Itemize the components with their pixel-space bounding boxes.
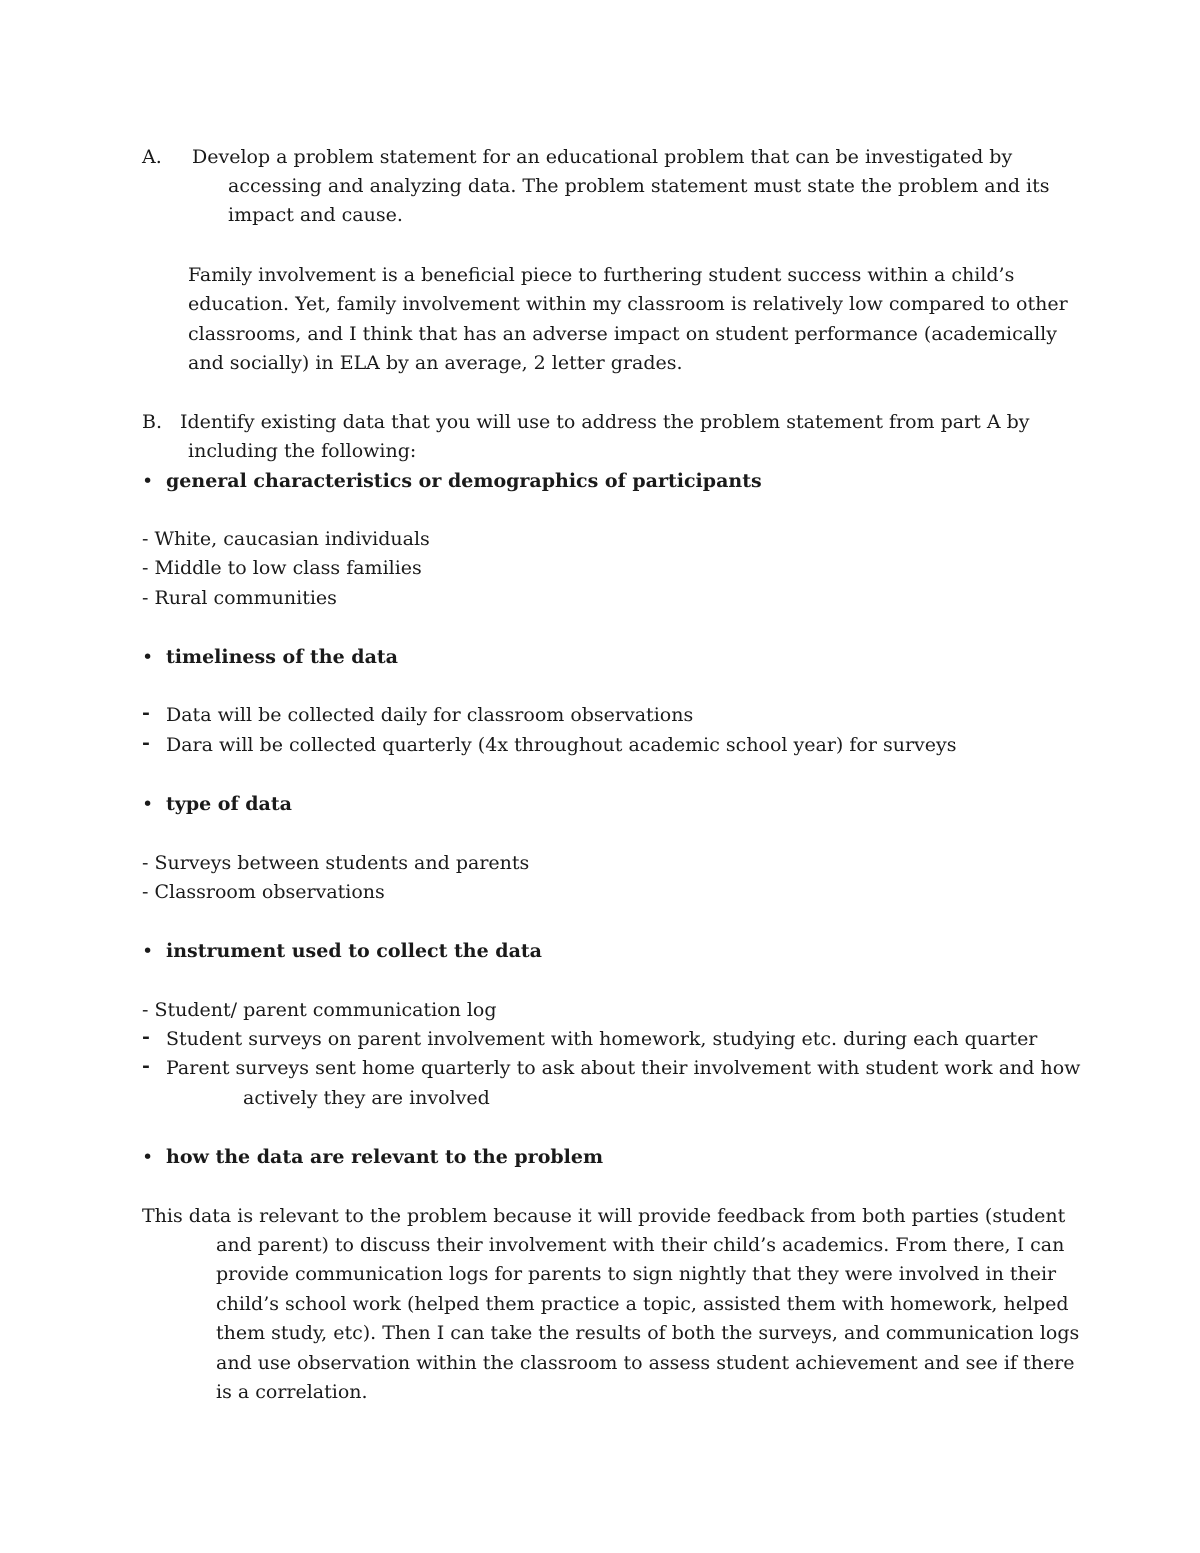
instrument-item: Student surveys on parent involvement with homework, studying etc. during each quarter [166,1028,1038,1050]
relevance-line: and use observation within the classroom to assess student achievement and see if there [216,1352,1075,1374]
timeliness-heading: timeliness of the data [166,646,398,668]
bullet-icon: • [142,940,154,962]
section-a-answer-line: and socially) in ELA by an average, 2 letter grades. [188,352,683,374]
section-a-answer-line: Family involvement is a beneficial piece to furthering student success within a child’s [188,264,1015,286]
relevance-line: provide communication logs for parents to sign nightly that they were involved in their [216,1263,1057,1285]
relevance-line: is a correlation. [216,1381,368,1403]
timeliness-item: Dara will be collected quarterly (4x throughout academic school year) for surveys [166,734,957,756]
section-a-label: A. [142,146,162,168]
bullet-icon: • [142,470,154,492]
demographics-heading: general characteristics or demographics of participants [166,470,762,492]
dash-marker: - [142,702,150,724]
dash-marker: - [142,732,150,754]
bullet-icon: • [142,1146,154,1168]
dash-marker: - [142,1055,150,1077]
section-a-prompt-line: Develop a problem statement for an educational problem that can be investigated by [192,146,1013,168]
section-b-label: B. [142,411,163,433]
instrument-item: Parent surveys sent home quarterly to ask about their involvement with student work and how [166,1057,1081,1079]
instrument-heading: instrument used to collect the data [166,940,542,962]
section-a-answer-line: education. Yet, family involvement within my classroom is relatively low compared to other [188,293,1068,315]
relevance-line: This data is relevant to the problem because it will provide feedback from both parties (student [142,1205,1066,1227]
section-a-prompt-line: accessing and analyzing data. The problem statement must state the problem and its [228,175,1050,197]
type-item: - Surveys between students and parents [142,852,530,874]
section-b-prompt-line: Identify existing data that you will use to address the problem statement from part A by [180,411,1030,433]
demographics-item: - Rural communities [142,587,337,609]
relevance-line: and parent) to discuss their involvement with their child’s academics. From there, I can [216,1234,1065,1256]
relevance-line: them study, etc). Then I can take the results of both the surveys, and communication logs [216,1322,1080,1344]
instrument-item-continuation: actively they are involved [243,1087,490,1109]
relevance-heading: how the data are relevant to the problem [166,1146,604,1168]
bullet-icon: • [142,793,154,815]
section-b-prompt-line: including the following: [188,440,417,462]
instrument-item: - Student/ parent communication log [142,999,497,1021]
type-heading: type of data [166,793,292,815]
type-item: - Classroom observations [142,881,385,903]
demographics-item: - White, caucasian individuals [142,528,430,550]
bullet-icon: • [142,646,154,668]
section-a-prompt-line: impact and cause. [228,204,403,226]
dash-marker: - [142,1026,150,1048]
section-a-answer-line: classrooms, and I think that has an adverse impact on student performance (academically [188,323,1057,345]
timeliness-item: Data will be collected daily for classroom observations [166,704,694,726]
relevance-line: child’s school work (helped them practice a topic, assisted them with homework, helped [216,1293,1069,1315]
demographics-item: - Middle to low class families [142,557,422,579]
